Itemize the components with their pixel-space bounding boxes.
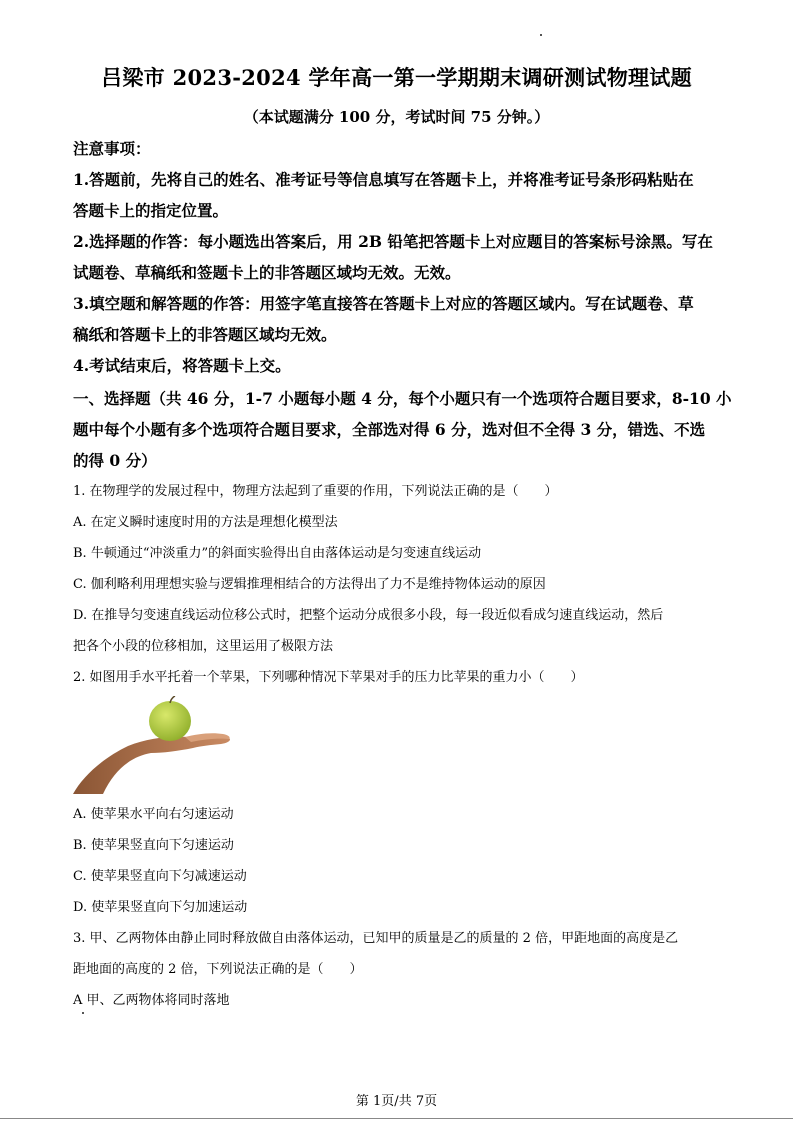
notice-line: 2.选择题的作答：每小题选出答案后，用 2B 铅笔把答题卡上对应题目的答案标号涂黑。写在 — [73, 232, 713, 251]
question-2-stem: 2. 如图用手水平托着一个苹果，下列哪种情况下苹果对手的压力比苹果的重力小（ ） — [73, 670, 584, 685]
notice-line: 1.答题前，先将自己的姓名、准考证号等信息填写在答题卡上，并将准考证号条形码粘贴在 — [73, 170, 694, 189]
notice-line: 4.考试结束后，将答题卡上交。 — [73, 356, 291, 375]
question-2-option-d: D. 使苹果竖直向下匀加速运动 — [73, 900, 248, 915]
notice-line: 稿纸和答题卡上的非答题区域均无效。 — [73, 325, 337, 344]
question-3-stem: 3. 甲、乙两物体由静止同时释放做自由落体运动，已知甲的质量是乙的质量的 2 倍，甲距地面的高度是乙 — [73, 931, 679, 946]
notice-heading: 注意事项： — [73, 139, 151, 158]
page-subtitle: （本试题满分 100 分，考试时间 75 分钟。） — [243, 108, 550, 126]
question-1-option-d-continued: 把各个小段的位移相加，这里运用了极限方法 — [73, 639, 334, 654]
apple-shape — [149, 701, 191, 741]
question-2-option-b: B. 使苹果竖直向下匀速运动 — [73, 838, 234, 853]
notice-line: 3.填空题和解答题的作答：用签字笔直接答在答题卡上对应的答题区域内。写在试题卷、草 — [73, 294, 694, 313]
section-heading-line: 题中每个小题有多个选项符合题目要求，全部选对得 6 分，选对但不全得 3 分，错选、不选 — [73, 420, 706, 439]
notice-line: 答题卡上的指定位置。 — [73, 201, 229, 220]
hand-holding-apple-image — [73, 696, 233, 794]
question-3-stem-continued: 距地面的高度的 2 倍，下列说法正确的是（ ） — [73, 962, 363, 977]
question-2-option-c: C. 使苹果竖直向下匀减速运动 — [73, 869, 247, 884]
scan-speck — [540, 34, 542, 36]
page-title: 吕梁市 2023-2024 学年高一第一学期期末调研测试物理试题 — [101, 65, 692, 90]
notice-line: 试题卷、草稿纸和签题卡上的非答题区域均无效。无效。 — [73, 263, 461, 282]
question-1-option-c: C. 伽利略利用理想实验与逻辑推理相结合的方法得出了力不是维持物体运动的原因 — [73, 577, 546, 592]
question-1-option-d: D. 在推导匀变速直线运动位移公式时，把整个运动分成很多小段，每一段近似看成匀速直线运动，然后 — [73, 608, 664, 623]
page-number: 第 1页/共 7页 — [355, 1094, 438, 1109]
question-1-stem: 1. 在物理学的发展过程中，物理方法起到了重要的作用，下列说法正确的是（ ） — [73, 484, 558, 499]
arm-shape — [73, 736, 230, 794]
question-2-option-a: A. 使苹果水平向右匀速运动 — [73, 807, 234, 822]
bottom-divider — [0, 1118, 793, 1119]
section-heading-line: 的得 0 分） — [73, 451, 157, 470]
question-3-option-a: A 甲、乙两物体将同时落地 — [73, 993, 230, 1008]
section-heading-line: 一、选择题（共 46 分，1-7 小题每小题 4 分，每个小题只有一个选项符合题目要求，8-10 小 — [73, 389, 732, 408]
question-1-option-b: B. 牛顿通过“冲淡重力”的斜面实验得出自由落体运动是匀变速直线运动 — [73, 546, 482, 561]
question-1-option-a: A. 在定义瞬时速度时用的方法是理想化模型法 — [73, 515, 338, 530]
scan-speck — [82, 1012, 84, 1014]
